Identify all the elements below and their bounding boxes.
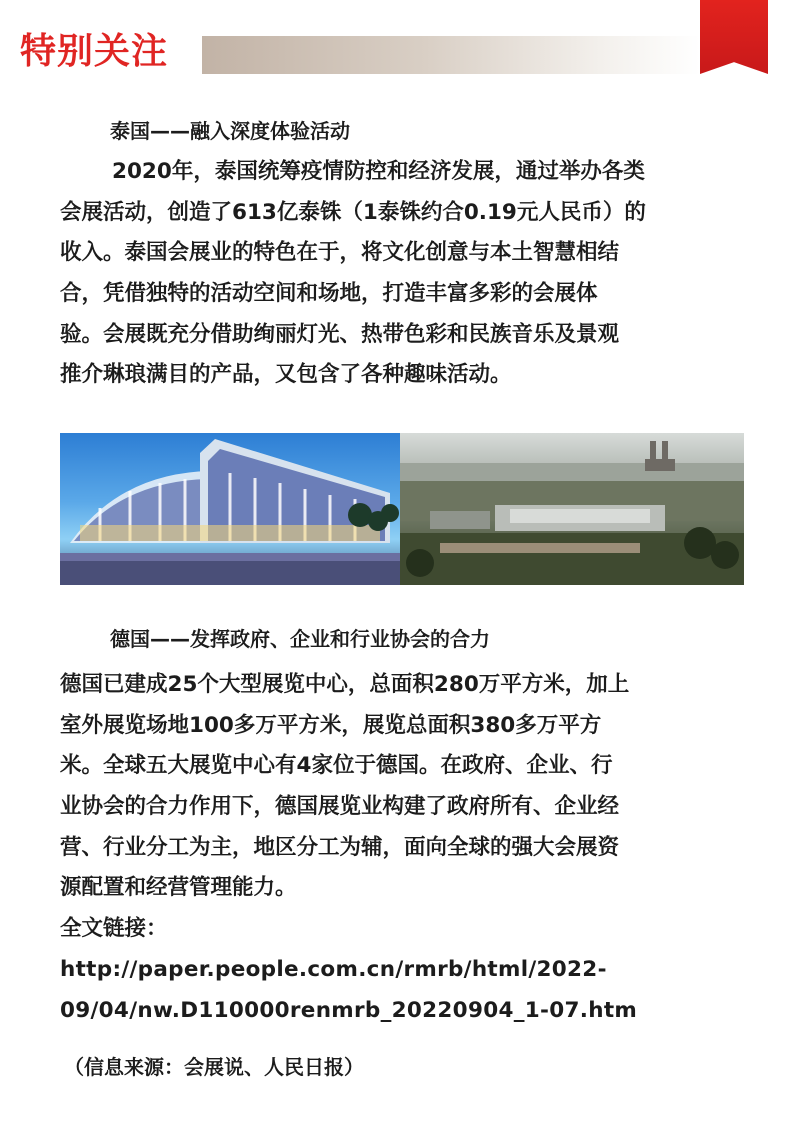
text-line: 室外展览场地100多万平方米，展览总面积380多万平方 [60,712,602,738]
thailand-exhibition-center-photo [60,433,400,585]
text-line: 营、行业分工为主，地区分工为辅，面向全球的强大会展资 [60,834,620,860]
germany-paragraph [60,665,750,1031]
germany-aerial-city-photo [400,433,744,585]
text-line: 德国已建成25个大型展览中心，总面积280万平方米，加上 [60,672,630,697]
exhibition-hall-illustration [60,433,400,585]
full-text-link-url[interactable]: http://paper.people.com.cn/rmrb/html/2022- [60,956,607,982]
text-line: 业协会的合力作用下，德国展览业构建了政府所有、企业经 [60,794,620,820]
full-text-link-url-continued[interactable]: 09/04/nw.D110000renmrb_20220904_1-07.htm [60,997,638,1023]
info-source: （信息来源：会展说、人民日报） [64,1055,364,1079]
text-line: 米。全球五大展览中心有4家位于德国。在政府、企业、行 [60,753,613,779]
thailand-paragraph [60,152,750,396]
page-section-title: 特别关注 [20,31,169,72]
germany-heading: 德国——发挥政府、企业和行业协会的合力 [110,627,490,651]
header-gradient-bar [202,36,700,74]
thailand-heading: 泰国——融入深度体验活动 [110,119,350,143]
text-line: 合，凭借独特的活动空间和场地，打造丰富多彩的会展体 [60,281,598,307]
aerial-city-illustration [400,433,744,585]
text-line: 2020年，泰国统筹疫情防控和经济发展，通过举办各类 [112,159,645,184]
bookmark-ribbon [700,0,768,74]
text-line: 源配置和经营管理能力。 [60,875,297,901]
text-line: 验。会展既充分借助绚丽灯光、热带色彩和民族音乐及景观 [60,321,620,347]
full-text-link-label: 全文链接： [60,916,168,942]
text-line: 会展活动，创造了613亿泰铢（1泰铢约合0.19元人民币）的 [60,199,646,225]
text-line: 收入。泰国会展业的特色在于，将文化创意与本土智慧相结 [60,240,620,266]
photo-strip [60,433,744,585]
text-line: 推介琳琅满目的产品，又包含了各种趣味活动。 [60,362,512,388]
